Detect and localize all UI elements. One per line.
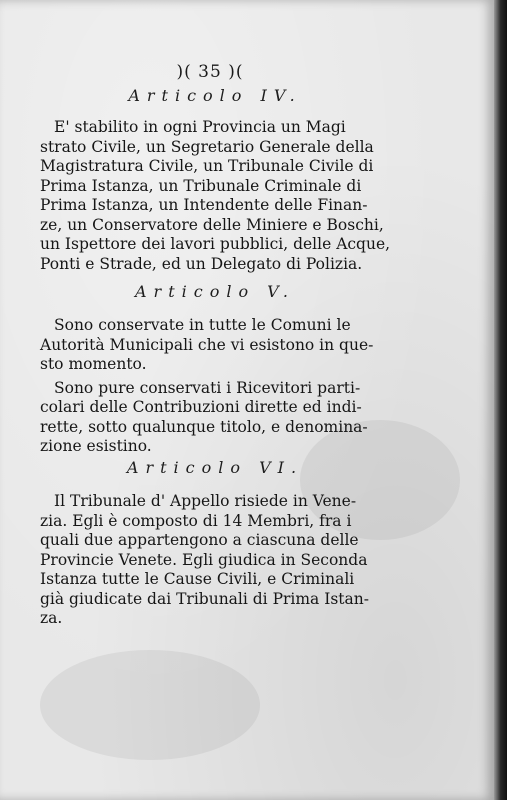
book-spine-shadow xyxy=(494,0,507,800)
text-line: già giudicate dai Tribunali di Prima Istan- xyxy=(40,589,369,608)
article-body xyxy=(40,316,380,461)
article-body xyxy=(40,492,380,633)
text-line: colari delle Contribuzioni dirette ed indi- xyxy=(40,398,362,416)
paragraph xyxy=(40,492,380,629)
text-line: zione esistino. xyxy=(40,437,152,455)
article-heading: Articolo IV. xyxy=(128,86,302,105)
article-body xyxy=(40,118,391,278)
text-line: quali due appartengono a ciascuna delle xyxy=(40,531,359,549)
text-line: Magistratura Civile, un Tribunale Civile di xyxy=(40,157,374,175)
article-heading: Articolo V. xyxy=(134,282,296,301)
text-line: Prima Istanza, un Tribunale Criminale di xyxy=(40,176,362,195)
text-line: sto momento. xyxy=(40,355,147,373)
text-line: Il Tribunale d' Appello risiede in Vene- xyxy=(54,492,357,510)
paragraph xyxy=(40,316,380,375)
paper-stain xyxy=(40,650,260,760)
text-line: E' stabilito in ogni Provincia un Magi xyxy=(54,118,346,136)
text-line: Ponti e Strade, ed un Delegato di Polizia. xyxy=(40,254,363,273)
text-line: Autorità Municipali che vi esistono in que- xyxy=(40,335,374,354)
text-line: Sono conservate in tutte le Comuni le xyxy=(54,316,351,334)
page-number: )( 35 )( xyxy=(176,62,244,82)
text-line: zia. Egli è composto di 14 Membri, fra i xyxy=(40,511,352,530)
text-line: strato Civile, un Segretario Generale della xyxy=(40,137,374,156)
text-line: za. xyxy=(40,609,63,627)
paragraph xyxy=(40,118,391,274)
text-line: Istanza tutte le Cause Civili, e Criminali xyxy=(40,570,355,588)
text-line: Prima Istanza, un Intendente delle Finan- xyxy=(40,196,368,214)
text-line: rette, sotto qualunque titolo, e denomina- xyxy=(40,417,368,436)
text-line: Provincie Venete. Egli giudica in Seconda xyxy=(40,550,368,569)
article-heading: Articolo VI. xyxy=(126,458,304,477)
text-line: Sono pure conservati i Ricevitori parti- xyxy=(54,378,361,397)
text-line: ze, un Conservatore delle Miniere e Boschi, xyxy=(40,215,384,234)
paragraph xyxy=(40,379,380,457)
text-line: un Ispettore dei lavori pubblici, delle Acque, xyxy=(40,235,391,253)
